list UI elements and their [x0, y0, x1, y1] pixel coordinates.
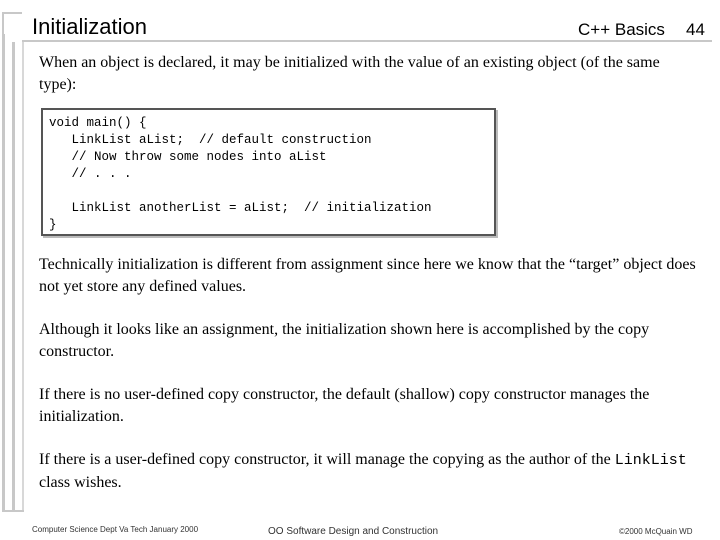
frame-bottom-line: [2, 510, 24, 512]
code-line: // . . .: [49, 167, 132, 181]
body-paragraph: Technically initialization is different from assignment since here we know that the “target” object does not yet store any defined values.: [39, 256, 696, 295]
paragraph-text: class wishes.: [39, 474, 122, 491]
frame-left-line: [22, 42, 24, 510]
frame-corner-decoration: [2, 12, 22, 36]
code-line: void main() {: [49, 116, 147, 130]
code-line: }: [49, 218, 57, 232]
frame-left-line: [2, 34, 5, 512]
frame-top-line: [22, 40, 712, 42]
code-block: [41, 108, 496, 236]
inline-code: LinkList: [614, 452, 687, 469]
code-listing: [49, 115, 432, 234]
slide-topic: C++ Basics: [578, 20, 665, 39]
code-line: // Now throw some nodes into aList: [49, 150, 327, 164]
footer-copyright: ©2000 McQuain WD: [619, 527, 693, 536]
code-line: LinkList anotherList = aList; // initialization: [49, 201, 432, 215]
intro-paragraph: When an object is declared, it may be initialized with the value of an existing object (of the same type):: [39, 54, 660, 93]
slide-page-number: 44: [686, 20, 705, 39]
paragraph-text: If there is a user-defined copy constructor, it will manage the copying as the author of the: [39, 451, 611, 468]
footer-course: OO Software Design and Construction: [268, 526, 439, 537]
body-paragraph: Although it looks like an assignment, the initialization shown here is accomplished by the copy constructor.: [39, 321, 650, 360]
footer-department: Computer Science Dept Va Tech January 2000: [32, 525, 199, 534]
frame-left-line: [12, 42, 15, 510]
code-line: LinkList aList; // default construction: [49, 133, 372, 147]
slide-title: Initialization: [32, 14, 147, 39]
body-paragraph: If there is no user-defined copy constructor, the default (shallow) copy constructor manages the initialization.: [39, 386, 650, 425]
body-paragraph-last: [39, 449, 699, 494]
